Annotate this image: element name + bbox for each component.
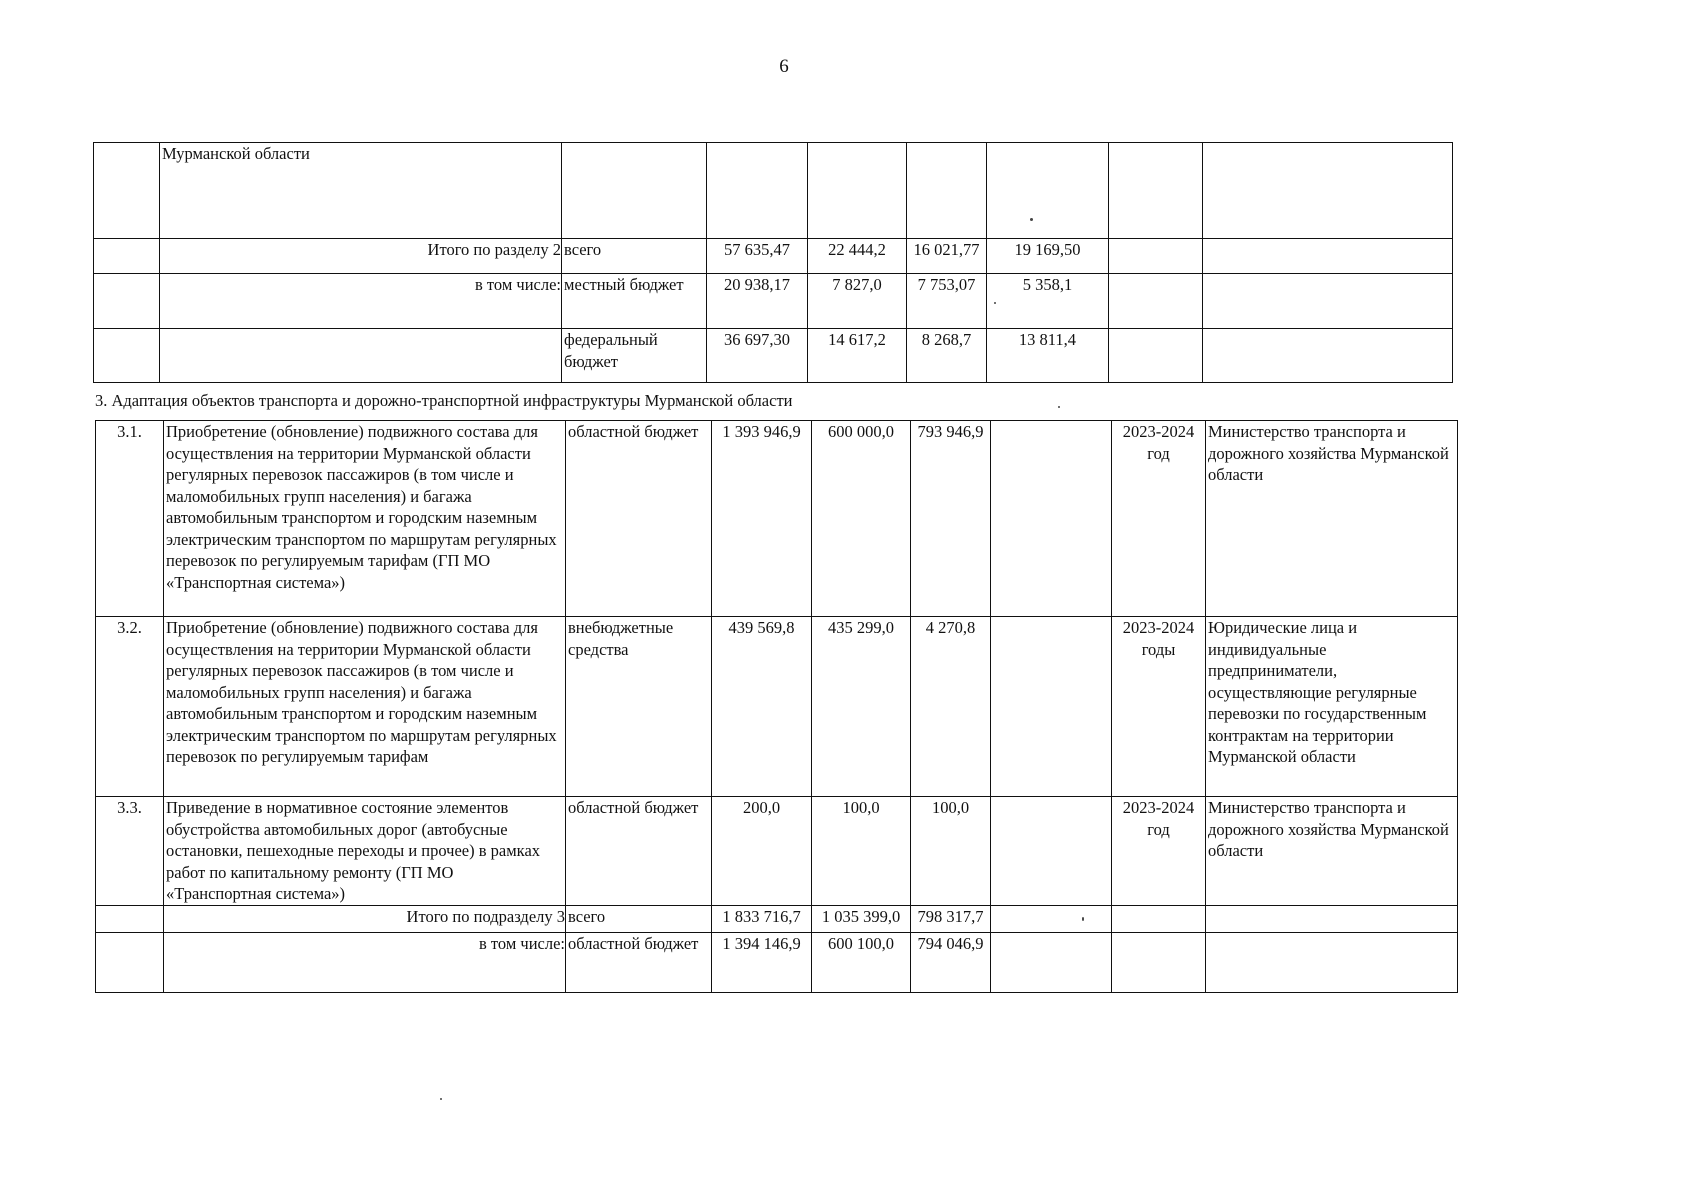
cell-num xyxy=(94,274,160,329)
cell-source: внебюджетные средства xyxy=(566,617,712,797)
cell-year-1: 435 299,0 xyxy=(812,617,911,797)
table-row xyxy=(94,274,1453,329)
cell-total xyxy=(707,143,808,239)
cell-year-2: 798 317,7 xyxy=(911,905,991,932)
cell-year-2: 16 021,77 xyxy=(907,239,987,274)
page-number: 6 xyxy=(779,56,789,77)
cell-executor: Министерство транспорта и дорожного хозяйства Мурманской области xyxy=(1206,421,1458,617)
scan-speck xyxy=(1030,218,1033,221)
cell-year-3 xyxy=(987,143,1109,239)
cell-period: 2023-2024 годы xyxy=(1112,617,1206,797)
cell-executor xyxy=(1206,905,1458,932)
cell-num: 3.3. xyxy=(96,797,164,906)
cell-total: 57 635,47 xyxy=(707,239,808,274)
cell-num xyxy=(94,239,160,274)
cell-num: 3.1. xyxy=(96,421,164,617)
scan-speck xyxy=(1058,406,1060,408)
cell-total: 1 393 946,9 xyxy=(712,421,812,617)
cell-executor: Министерство транспорта и дорожного хозяйства Мурманской области xyxy=(1206,797,1458,906)
cell-period xyxy=(1112,905,1206,932)
cell-year-3 xyxy=(991,617,1112,797)
scan-speck xyxy=(1082,917,1084,921)
cell-period xyxy=(1109,143,1203,239)
cell-year-1 xyxy=(808,143,907,239)
cell-source: всего xyxy=(562,239,707,274)
cell-year-1: 22 444,2 xyxy=(808,239,907,274)
cell-name: Приобретение (обновление) подвижного состава для осуществления на территории Мурманской области регулярных перевозок пассажиров (в том числе и маломобильных групп населения) и багажа автомобильным транспортом и городским наземным электрическим транспортом по маршрутам регулярных перевозок по регулируемым тарифам xyxy=(164,617,566,797)
table-row xyxy=(96,617,1458,797)
cell-source: федеральный бюджет xyxy=(562,329,707,383)
cell-name: Итого по подразделу 3 xyxy=(164,905,566,932)
cell-year-2: 794 046,9 xyxy=(911,932,991,992)
cell-num xyxy=(96,905,164,932)
cell-period xyxy=(1109,329,1203,383)
cell-period xyxy=(1109,274,1203,329)
cell-executor xyxy=(1203,329,1453,383)
cell-period xyxy=(1112,932,1206,992)
cell-period xyxy=(1109,239,1203,274)
cell-year-1: 100,0 xyxy=(812,797,911,906)
cell-source: всего xyxy=(566,905,712,932)
cell-year-2: 793 946,9 xyxy=(911,421,991,617)
cell-executor: Юридические лица и индивидуальные предприниматели, осуществляющие регулярные перевозки по государственным контрактам на территории Мурманской области xyxy=(1206,617,1458,797)
cell-num: 3.2. xyxy=(96,617,164,797)
cell-period: 2023-2024 год xyxy=(1112,797,1206,906)
cell-year-2: 4 270,8 xyxy=(911,617,991,797)
cell-year-3: 13 811,4 xyxy=(987,329,1109,383)
table-row xyxy=(96,905,1458,932)
cell-source: областной бюджет xyxy=(566,421,712,617)
cell-executor xyxy=(1203,239,1453,274)
cell-year-3 xyxy=(991,421,1112,617)
cell-source xyxy=(562,143,707,239)
cell-total: 200,0 xyxy=(712,797,812,906)
cell-name: Приведение в нормативное состояние элементов обустройства автомобильных дорог (автобусные остановки, пешеходные переходы и прочее) в рамках работ по капитальному ремонту (ГП МО «Транспортная система») xyxy=(164,797,566,906)
cell-total: 439 569,8 xyxy=(712,617,812,797)
cell-executor xyxy=(1206,932,1458,992)
cell-period: 2023-2024 год xyxy=(1112,421,1206,617)
cell-year-3: 19 169,50 xyxy=(987,239,1109,274)
cell-name: в том числе: xyxy=(164,932,566,992)
cell-year-3 xyxy=(991,905,1112,932)
cell-year-2: 100,0 xyxy=(911,797,991,906)
cell-total: 1 833 716,7 xyxy=(712,905,812,932)
cell-name: в том числе: xyxy=(160,274,562,329)
cell-year-2 xyxy=(907,143,987,239)
scan-speck xyxy=(440,1098,442,1100)
cell-num xyxy=(96,932,164,992)
cell-executor xyxy=(1203,274,1453,329)
cell-year-1: 7 827,0 xyxy=(808,274,907,329)
section-3-heading: 3. Адаптация объектов транспорта и дорожно-транспортной инфраструктуры Мурманской области xyxy=(95,391,793,410)
table-row xyxy=(94,239,1453,274)
cell-year-3: 5 358,1 xyxy=(987,274,1109,329)
cell-name: Приобретение (обновление) подвижного состава для осуществления на территории Мурманской области регулярных перевозок пассажиров (в том числе и маломобильных групп населения) и багажа автомобильным транспортом и городским наземным электрическим транспортом по маршрутам регулярных перевозок по регулируемым тарифам (ГП МО «Транспортная система») xyxy=(164,421,566,617)
cell-source: областной бюджет xyxy=(566,797,712,906)
cell-name: Мурманской области xyxy=(160,143,562,239)
cell-year-1: 600 100,0 xyxy=(812,932,911,992)
cell-year-2: 7 753,07 xyxy=(907,274,987,329)
cell-name xyxy=(160,329,562,383)
cell-year-3 xyxy=(991,932,1112,992)
cell-year-2: 8 268,7 xyxy=(907,329,987,383)
cell-year-3 xyxy=(991,797,1112,906)
table-row xyxy=(96,797,1458,906)
budget-table-section-3 xyxy=(95,420,1458,993)
table-row xyxy=(96,421,1458,617)
cell-total: 20 938,17 xyxy=(707,274,808,329)
cell-year-1: 600 000,0 xyxy=(812,421,911,617)
cell-year-1: 14 617,2 xyxy=(808,329,907,383)
cell-year-1: 1 035 399,0 xyxy=(812,905,911,932)
cell-source: областной бюджет xyxy=(566,932,712,992)
cell-executor xyxy=(1203,143,1453,239)
table-row xyxy=(94,329,1453,383)
table-row xyxy=(96,932,1458,992)
cell-source: местный бюджет xyxy=(562,274,707,329)
cell-num xyxy=(94,329,160,383)
cell-total: 36 697,30 xyxy=(707,329,808,383)
cell-name: Итого по разделу 2 xyxy=(160,239,562,274)
table-row xyxy=(94,143,1453,239)
cell-num xyxy=(94,143,160,239)
cell-total: 1 394 146,9 xyxy=(712,932,812,992)
budget-table-section-2 xyxy=(93,142,1453,383)
scan-speck xyxy=(994,302,996,304)
